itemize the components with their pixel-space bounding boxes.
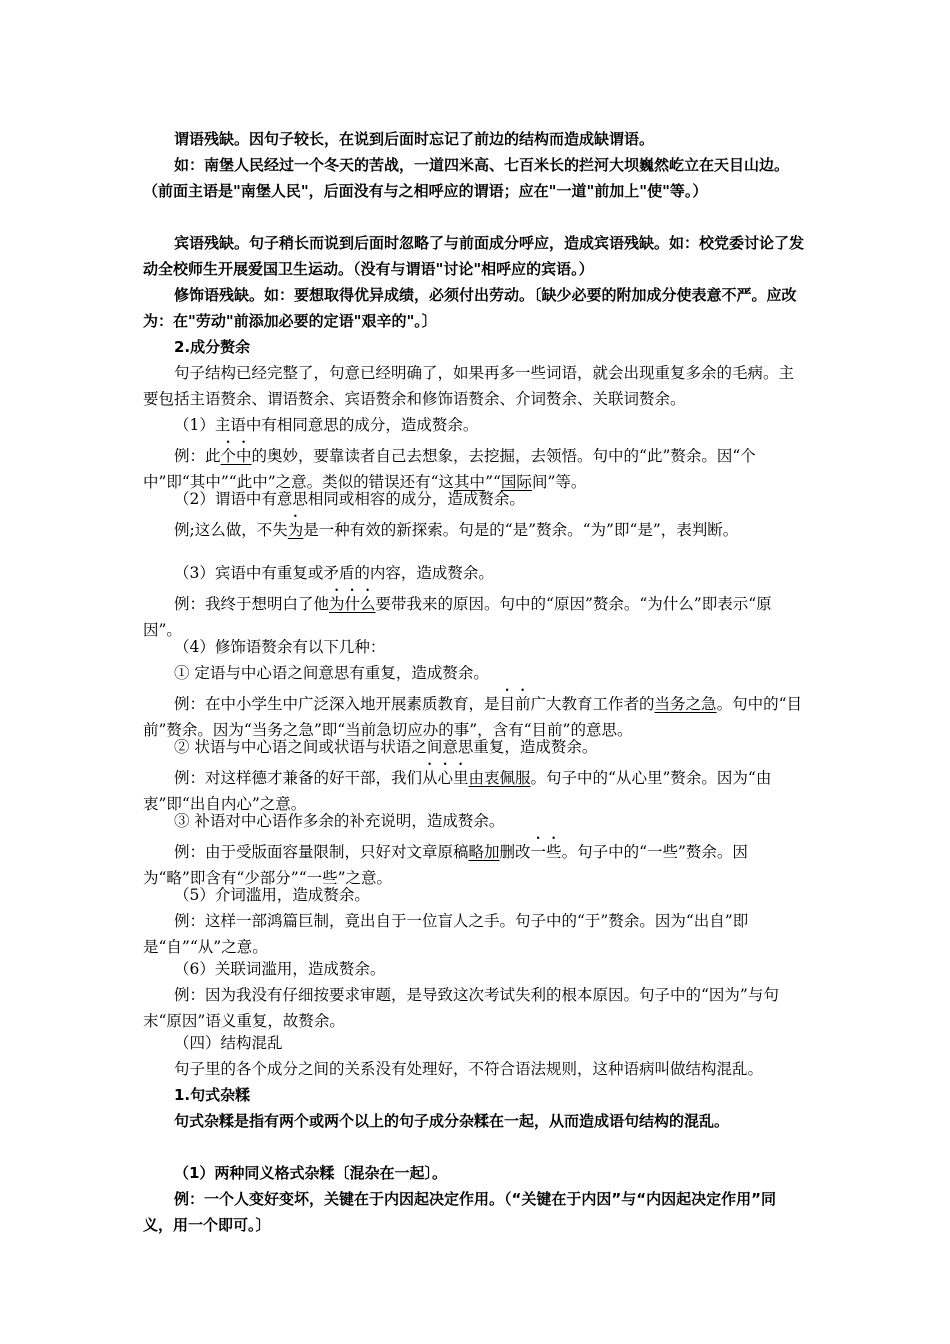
subheading-conjunction-redundancy: （6）关联词滥用，造成赘余。	[174, 960, 386, 978]
underlined-term: 国际	[500, 473, 532, 491]
paragraph-predicate-missing: 谓语残缺。因句子较长，在说到后面时忘记了前边的结构而造成缺谓语。	[174, 130, 655, 148]
paragraph-predicate-example: 如：南堡人民经过一个冬天的苦战，一道四米高、七百米长的拦河大坝巍然屹立在天目山边。（前面主语是"南堡人民"，后面没有与之相呼应的谓语；应在"一道"前加上"使"等。）	[143, 156, 790, 200]
item-adverbial-redundancy: ② 状语与中心语之间或状语与状语之间意思重复，造成赘余。	[174, 738, 598, 756]
underlined-term: 略加	[468, 843, 500, 861]
example-object-redundancy: 例：我终于想明白了他为什么要带我来的原因。句中的“原因”赘余。“为什么”即表示“原因”。	[143, 595, 772, 639]
section-heading-structure: （四）结构混乱	[174, 1034, 283, 1052]
subheading-object-redundancy: （3）宾语中有重复或矛盾的内容，造成赘余。	[174, 564, 494, 582]
underlined-term: 由衷佩服	[468, 769, 531, 787]
subheading-predicate-redundancy: （2）谓语中有意思相同或相容的成分，造成赘余。	[174, 490, 525, 508]
paragraph-modifier-missing: 修饰语残缺。如：要想取得优异成绩，必须付出劳动。〔缺少必要的附加成分使表意不严。应改为：在"劳动"前添加必要的定语"艰辛的"。〕	[143, 286, 797, 330]
subheading-synonymous-mix: （1）两种同义格式杂糅〔混杂在一起〕。	[174, 1164, 447, 1182]
subheading-modifier-redundancy: （4）修饰语赘余有以下几种：	[174, 638, 386, 656]
example-complement-redundancy: 例：由于受版面容量限制，只好对文章原稿略加删改一些。句子中的“一些”赘余。因为“略”即含有“少部分”“一些”之意。	[143, 843, 748, 887]
dotted-term: 一些	[530, 843, 562, 861]
paragraph-redundancy-intro: 句子结构已经完整了，句意已经明确了，如果再多一些词语，就会出现重复多余的毛病。主要包括主语赘余、谓语赘余、宾语赘余和修饰语赘余、介词赘余、关联词赘余。	[143, 364, 795, 408]
underlined-term: 当务之急	[654, 695, 717, 713]
item-complement-redundancy: ③ 补语对中心语作多余的补充说明，造成赘余。	[174, 812, 505, 830]
example-preposition-redundancy: 例：这样一部鸿篇巨制，竟出自于一位盲人之手。句子中的“于”赘余。因为“出自”即是“自”“从”之意。	[143, 912, 749, 956]
example-subject-redundancy: 例：此个中的奥妙，要靠读者自己去想象，去挖掘，去领悟。句中的“此”赘余。因“个中”即“其中”“此中”之意。类似的错误还有“这其中”“国际间”等。	[143, 447, 756, 491]
section-heading-mixed-syntax: 1.句式杂糅	[174, 1086, 251, 1104]
item-attributive-redundancy: ① 定语与中心语之间意思有重复，造成赘余。	[174, 664, 489, 682]
subheading-preposition-redundancy: （5）介词滥用，造成赘余。	[174, 886, 370, 904]
subheading-subject-redundancy: （1）主语中有相同意思的成分，造成赘余。	[174, 416, 479, 434]
example-predicate-redundancy: 例;这么做，不失为是一种有效的新探索。句是的“是”赘余。“为”即“是”，表判断。	[174, 521, 739, 539]
dotted-term: 从心里	[422, 769, 469, 787]
underlined-term: 个中	[220, 447, 252, 465]
section-heading-redundancy: 2.成分赘余	[174, 338, 251, 356]
example-synonymous-mix: 例：一个人变好变坏，关键在于内因起决定作用。（“关键在于内因”与“内因起决定作用”同义，用一个即可。〕	[143, 1190, 776, 1234]
dotted-term: 目前	[499, 695, 531, 713]
example-adverbial-redundancy: 例：对这样德才兼备的好干部，我们从心里由衷佩服。句子中的“从心里”赘余。因为“由衷”即“出自内心”之意。	[143, 769, 772, 813]
paragraph-object-missing: 宾语残缺。句子稍长而说到后面时忽略了与前面成分呼应，造成宾语残缺。如：校党委讨论了发动全校师生开展爱国卫生运动。（没有与谓语"讨论"相呼应的宾语。）	[143, 234, 805, 278]
underlined-term: 其中	[454, 473, 486, 491]
paragraph-mixed-syntax: 句式杂糅是指有两个或两个以上的句子成分杂糅在一起，从而造成语句结构的混乱。	[174, 1112, 730, 1130]
example-attributive-redundancy: 例：在中小学生中广泛深入地开展素质教育，是目前广大教育工作者的当务之急。句中的“目前”赘余。因为“当务之急”即“当前急切应办的事”，含有“目前”的意思。	[143, 695, 802, 739]
paragraph-structure-intro: 句子里的各个成分之间的关系没有处理好，不符合语法规则，这种语病叫做结构混乱。	[174, 1060, 764, 1078]
underlined-term: 为什么	[329, 595, 376, 613]
underlined-term: 为	[287, 521, 304, 539]
example-conjunction-redundancy: 例：因为我没有仔细按要求审题，是导致这次考试失利的根本原因。句子中的“因为”与句末“原因”语义重复，故赘余。	[143, 986, 779, 1030]
